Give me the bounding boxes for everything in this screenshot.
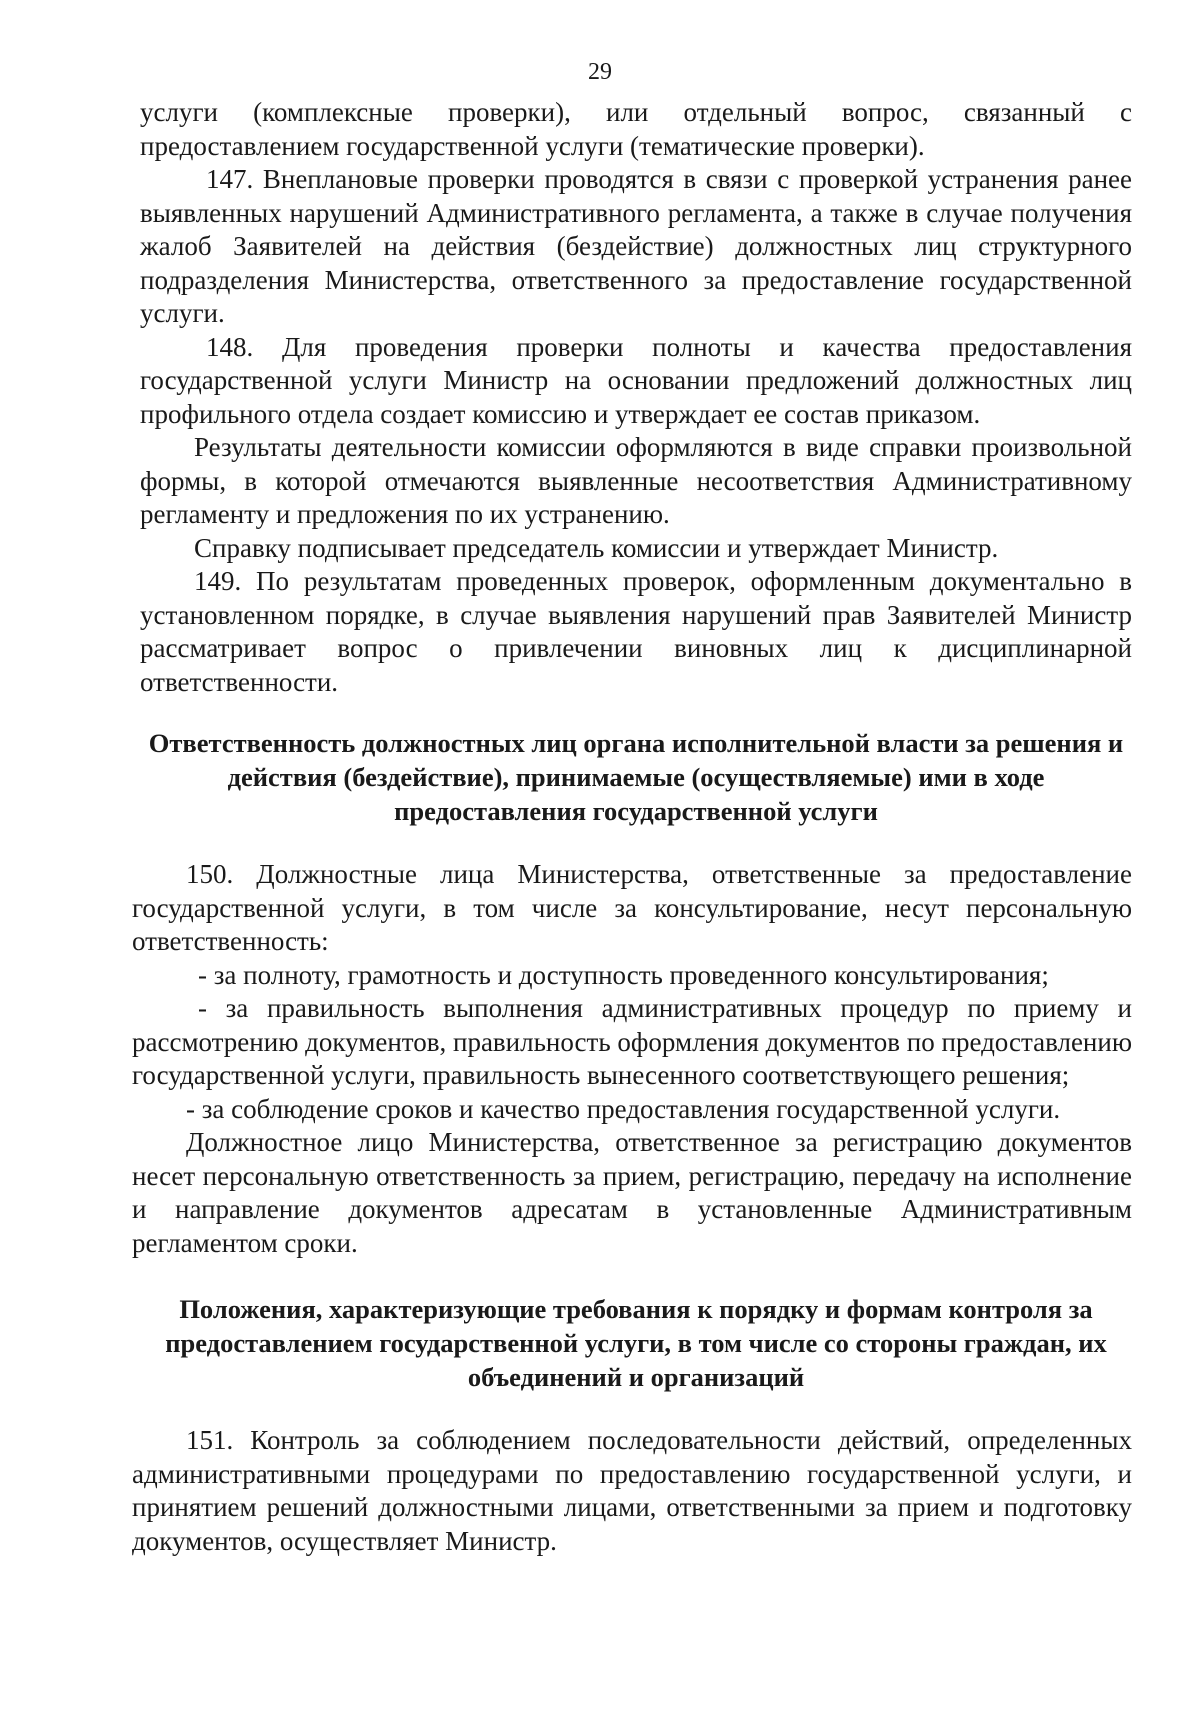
paragraph-continuation: услуги (комплексные проверки), или отдельный вопрос, связанный с предоставлением государственной услуги (тематические проверки).: [140, 97, 1132, 161]
paragraph-commission-results: Результаты деятельности комиссии оформляются в виде справки произвольной формы, в которой отмечаются выявленные несоответствия Административному регламенту и предложения по их устранению.: [140, 432, 1132, 529]
page-number: 29: [588, 59, 612, 85]
paragraph-signing: Справку подписывает председатель комиссии и утверждает Министр.: [194, 532, 999, 563]
list-item-deadlines: - за соблюдение сроков и качество предоставления государственной услуги.: [186, 1093, 1061, 1124]
section-heading-responsibility: Ответственность должностных лиц органа исполнительной власти за решения и действия (бездействие), принимаемые (осуществляемые) ими в ходе предоставления государственной услуги: [148, 728, 1124, 826]
document-body: [132, 96, 1132, 1558]
paragraph-149: 149. По результатам проведенных проверок, оформленным документально в установленном порядке, в случае выявления нарушений прав Заявителей Министр рассматривает вопрос о привлечении виновных лиц к дисциплинарной ответственности.: [140, 566, 1132, 697]
paragraph-147: 147. Внеплановые проверки проводятся в связи с проверкой устранения ранее выявленных нарушений Административного регламента, а также в случае получения жалоб Заявителей на действия (бездействие) должностных лиц структурного подразделения Министерства, ответственного за предоставление государственной услуги.: [140, 164, 1132, 328]
section-responsibility-body: [132, 858, 1132, 1260]
list-item-consulting: - за полноту, грамотность и доступность проведенного консультирования;: [198, 959, 1049, 990]
section-control-body: [132, 1424, 1132, 1558]
list-item-procedures: - за правильность выполнения административных процедур по приему и рассмотрению документов, правильность оформления документов по предоставлению государственной услуги, правильность вынесенного соответствующего решения;: [132, 993, 1132, 1090]
paragraph-148: 148. Для проведения проверки полноты и качества предоставления государственной услуги Министр на основании предложений должностных лиц профильного отдела создает комиссию и утверждает ее состав приказом.: [140, 331, 1132, 429]
paragraph-151: 151. Контроль за соблюдением последовательности действий, определенных административными процедурами по предоставлению государственной услуги, и принятием решений должностными лицами, ответственными за прием и подготовку документов, осуществляет Министр.: [132, 1425, 1132, 1556]
paragraph-registration-officer: Должностное лицо Министерства, ответственное за регистрацию документов несет персональную ответственность за прием, регистрацию, передачу на исполнение и направление документов адресатам в установленные Административным регламентом сроки.: [132, 1127, 1132, 1258]
section-heading-control-provisions: Положения, характеризующие требования к порядку и формам контроля за предоставлением государственной услуги, в том числе со стороны граждан, их объединений и организаций: [165, 1294, 1107, 1392]
paragraph-150: 150. Должностные лица Министерства, ответственные за предоставление государственной услуги, в том числе за консультирование, несут персональную ответственность:: [132, 859, 1132, 956]
